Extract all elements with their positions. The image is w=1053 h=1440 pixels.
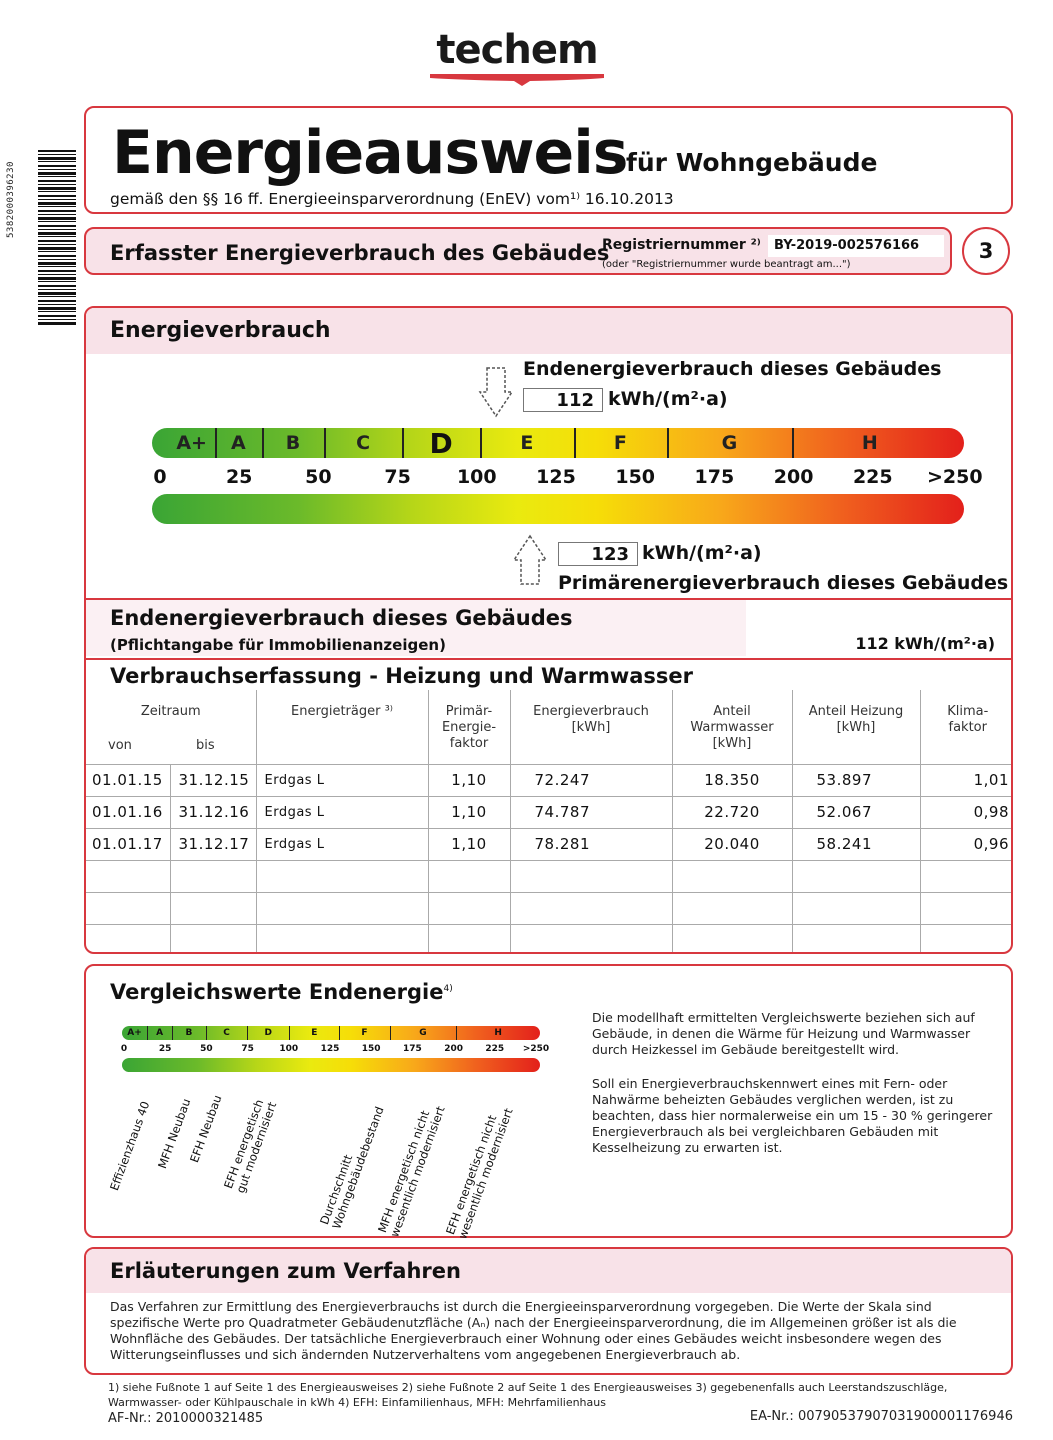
explanation-heading-bar (86, 1249, 1011, 1293)
cell-hot-water: 20.040 (672, 828, 792, 860)
arrow-down-icon (478, 366, 514, 418)
barcode (38, 150, 76, 326)
mini-tick-label: 175 (402, 1044, 422, 1054)
cell-to: 31.12.15 (170, 764, 256, 796)
page-number-badge: 3 (962, 227, 1010, 275)
legal-basis: gemäß den §§ 16 ff. Energieeinsparverordnung (EnEV) vom¹⁾ 16.10.2013 (110, 190, 674, 208)
tick-label: 225 (852, 466, 893, 488)
registration-number: BY-2019-002576166 (768, 235, 944, 257)
comparison-marker-label: EFH energetisch nicht wesentlich modernisiert (443, 1106, 516, 1241)
summary-value: 112 kWh/(m²·a) (855, 634, 995, 653)
explanation-text: Das Verfahren zur Ermittlung des Energieverbrauchs ist durch die Energieeinsparverordnung vorgegeben. Die Werte der Skala sind spezifische Werte pro Quadratmeter Gebäudenutzfläche (Aₙ) nach der Energieeinsparverordnung, die im Allgemeinen größer ist als die Wohnfläche des Gebäudes. Der tatsächliche Energieverbrauch einer Wohnung oder eines Gebäudes weicht insbesondere wegen des Witterungseinflusses und sich ändernden Nutzerverhaltens vom angegebenen Energieverbrauch ab. (110, 1299, 957, 1362)
cell-consumption: 74.787 (510, 796, 672, 828)
document-title: Energieausweis (112, 118, 628, 188)
comparison-marker-label: Effizienzhaus 40 (107, 1099, 153, 1193)
cell-heating: 52.067 (792, 796, 920, 828)
mini-class-divider (390, 1026, 391, 1040)
mini-class-divider (147, 1026, 148, 1040)
class-divider (402, 428, 404, 458)
comparison-title: Vergleichswerte Endenergie$^{4)}$ (110, 980, 453, 1004)
class-divider (667, 428, 669, 458)
cell-climate-factor: 0,96 (920, 828, 1013, 860)
mini-class-divider (172, 1026, 173, 1040)
cell-hot-water: 22.720 (672, 796, 792, 828)
comparison-text-1: Die modellhaft ermittelten Vergleichswerte beziehen sich auf Gebäude, in denen die Wärme für Heizung und Warmwasser durch Heizkessel im Gebäude bereitgestellt wird. (592, 1010, 975, 1057)
tick-label: 175 (694, 466, 735, 488)
class-divider (262, 428, 264, 458)
comparison-marker-label: Durchschnitt Wohngebäudebestand (317, 1104, 387, 1231)
class-label-a: A (231, 432, 246, 454)
cell-primary-factor: 1,10 (428, 764, 510, 796)
mini-tick-label: 25 (158, 1044, 172, 1054)
mini-tick-label: 225 (485, 1044, 505, 1054)
column-hot-water: Anteil Warmwasser [kWh] (672, 690, 792, 764)
ea-number: EA-Nr.: 00790537907031900001176946 (749, 1409, 1013, 1424)
mini-class-divider (339, 1026, 340, 1040)
column-consumption: Energieverbrauch [kWh] (510, 690, 672, 764)
final-energy-unit: kWh/(m²·a) (608, 388, 728, 410)
mini-class-label: A (156, 1028, 164, 1038)
class-label-f: F (613, 432, 627, 454)
mini-class-divider (247, 1026, 248, 1040)
class-label-h: H (861, 432, 878, 454)
tick-label: 0 (153, 466, 167, 488)
summary-title: Endenergieverbrauch dieses Gebäudes (110, 606, 573, 630)
tick-label: 100 (456, 466, 497, 488)
recording-title: Verbrauchserfassung - Heizung und Warmwasser (110, 664, 694, 688)
table-row (86, 796, 1013, 828)
mini-class-label: D (264, 1028, 273, 1038)
class-divider (480, 428, 482, 458)
primary-energy-value: 123 (558, 542, 638, 566)
comparison-text-2: Soll ein Energieverbrauchskennwert eines mit Fern- oder Nahwärme beheizten Gebäudes verglichen werden, ist zu beachten, dass hier normalerweise ein um 15 - 30 % geringerer Energieverbrauch als bei vergleichbaren Gebäuden mit Kesselheizung zu erwarten ist. (592, 1076, 993, 1155)
tick-label: 200 (773, 466, 814, 488)
comparison-marker-label: EFH energetisch gut modernisiert (221, 1097, 280, 1195)
class-label-c: C (356, 432, 371, 454)
class-label-d: D (429, 427, 453, 460)
registration-note: (oder "Registriernummer wurde beantragt am...") (602, 259, 851, 270)
from-label: von (108, 738, 132, 753)
section-header-bar (84, 227, 952, 275)
cell-climate-factor: 1,01 (920, 764, 1013, 796)
explanation-box (84, 1247, 1013, 1375)
table-row (86, 764, 1013, 796)
class-label-aplus: A+ (176, 432, 207, 454)
cell-to: 31.12.16 (170, 796, 256, 828)
mini-tick-label: 100 (279, 1044, 299, 1054)
mini-class-label: F (361, 1028, 368, 1038)
mini-tick-label: >250 (522, 1044, 550, 1054)
registration-label: Registriernummer ²⁾ (602, 237, 761, 253)
class-label-e: E (520, 432, 534, 454)
summary-note: (Pflichtangabe für Immobilienanzeigen) (110, 636, 446, 654)
divider (86, 658, 1011, 660)
mini-class-label: E (311, 1028, 318, 1038)
mini-class-divider (206, 1026, 207, 1040)
mini-class-label: A+ (127, 1028, 142, 1038)
cell-climate-factor: 0,98 (920, 796, 1013, 828)
primary-energy-unit: kWh/(m²·a) (642, 542, 762, 564)
arrow-up-icon (512, 534, 548, 586)
cell-consumption: 72.247 (510, 764, 672, 796)
class-label-b: B (285, 432, 301, 454)
comparison-marker-label: MFH Neubau (155, 1096, 194, 1171)
mini-tick-label: 200 (444, 1044, 463, 1054)
mini-class-label: G (419, 1028, 427, 1038)
table-row (86, 828, 1013, 860)
tick-label: 150 (615, 466, 656, 488)
cell-carrier: Erdgas L (256, 764, 428, 796)
primary-energy-label: Primärenergieverbrauch dieses Gebäudes (558, 572, 1009, 594)
barcode-number: 5382000396230 (6, 161, 16, 238)
cell-from: 01.01.15 (86, 764, 170, 796)
tick-label: 75 (384, 466, 411, 488)
final-energy-label: Endenergieverbrauch dieses Gebäudes (523, 358, 942, 380)
cell-consumption: 78.281 (510, 828, 672, 860)
table-row-empty (86, 892, 1013, 924)
cell-from: 01.01.16 (86, 796, 170, 828)
mini-class-label: H (494, 1028, 502, 1038)
period-label: Zeitraum (140, 704, 201, 719)
consumption-table (86, 690, 1013, 954)
class-divider (574, 428, 576, 458)
logo-text: techem (436, 27, 598, 73)
mini-tick-label: 0 (120, 1044, 128, 1054)
tick-label: >250 (927, 466, 983, 488)
consumption-scale-bar (152, 494, 964, 524)
cell-heating: 58.241 (792, 828, 920, 860)
table-row-empty (86, 860, 1013, 892)
cell-primary-factor: 1,10 (428, 796, 510, 828)
cell-carrier: Erdgas L (256, 828, 428, 860)
explanation-title: Erläuterungen zum Verfahren (110, 1259, 461, 1283)
mini-scale-bar (122, 1058, 540, 1072)
column-primary-factor: Primär- Energie- faktor (428, 690, 510, 764)
footnotes: 1) siehe Fußnote 1 auf Seite 1 des Energieausweises 2) siehe Fußnote 2 auf Seite 1 des Energieausweises 3) gegebenenfalls auch Leerstandszuschläge, Warmwasser- oder Kühlpauschale in kWh 4) EFH: Einfamilienhaus, MFH: Mehrfamilienhaus (108, 1381, 948, 1409)
column-energy-carrier: Energieträger ³⁾ (256, 690, 428, 764)
cell-primary-factor: 1,10 (428, 828, 510, 860)
af-number: AF-Nr.: 2010000321485 (108, 1411, 264, 1426)
header-box (84, 106, 1013, 214)
tick-label: 125 (536, 466, 576, 488)
cell-hot-water: 18.350 (672, 764, 792, 796)
column-heating: Anteil Heizung [kWh] (792, 690, 920, 764)
comparison-marker-label: EFH Neubau (187, 1093, 225, 1165)
mini-class-label: C (223, 1028, 230, 1038)
logo-swoosh-icon (430, 72, 604, 86)
table-row-empty (86, 924, 1013, 954)
to-label: bis (196, 738, 215, 753)
mini-tick-label: 75 (241, 1044, 254, 1054)
cell-to: 31.12.17 (170, 828, 256, 860)
cell-from: 01.01.17 (86, 828, 170, 860)
final-energy-value: 112 (523, 388, 603, 412)
comparison-box (84, 964, 1013, 1241)
column-period (86, 690, 256, 764)
class-divider (792, 428, 794, 458)
tick-label: 25 (225, 466, 253, 488)
cell-heating: 53.897 (792, 764, 920, 796)
energy-heading: Energieverbrauch (110, 318, 331, 343)
mini-class-divider (289, 1026, 290, 1040)
class-label-g: G (721, 432, 738, 454)
techem-logo (428, 28, 606, 72)
mini-class-label: B (185, 1028, 193, 1038)
mini-tick-label: 50 (200, 1044, 213, 1054)
energy-heading-bar (86, 308, 1011, 354)
tick-label: 50 (305, 466, 332, 488)
class-divider (215, 428, 217, 458)
section-title: Erfasster Energieverbrauch des Gebäudes (110, 241, 610, 265)
mini-class-divider (456, 1026, 457, 1040)
comparison-marker-label: MFH energetisch nicht wesentlich modernisiert (375, 1104, 448, 1239)
class-divider (324, 428, 326, 458)
column-climate-factor: Klima- faktor (947, 704, 989, 735)
energy-consumption-box (84, 306, 1013, 954)
mini-tick-label: 150 (361, 1044, 381, 1054)
cell-carrier: Erdgas L (256, 796, 428, 828)
document-subtitle: für Wohngebäude (626, 148, 878, 177)
mini-tick-label: 125 (320, 1044, 340, 1054)
